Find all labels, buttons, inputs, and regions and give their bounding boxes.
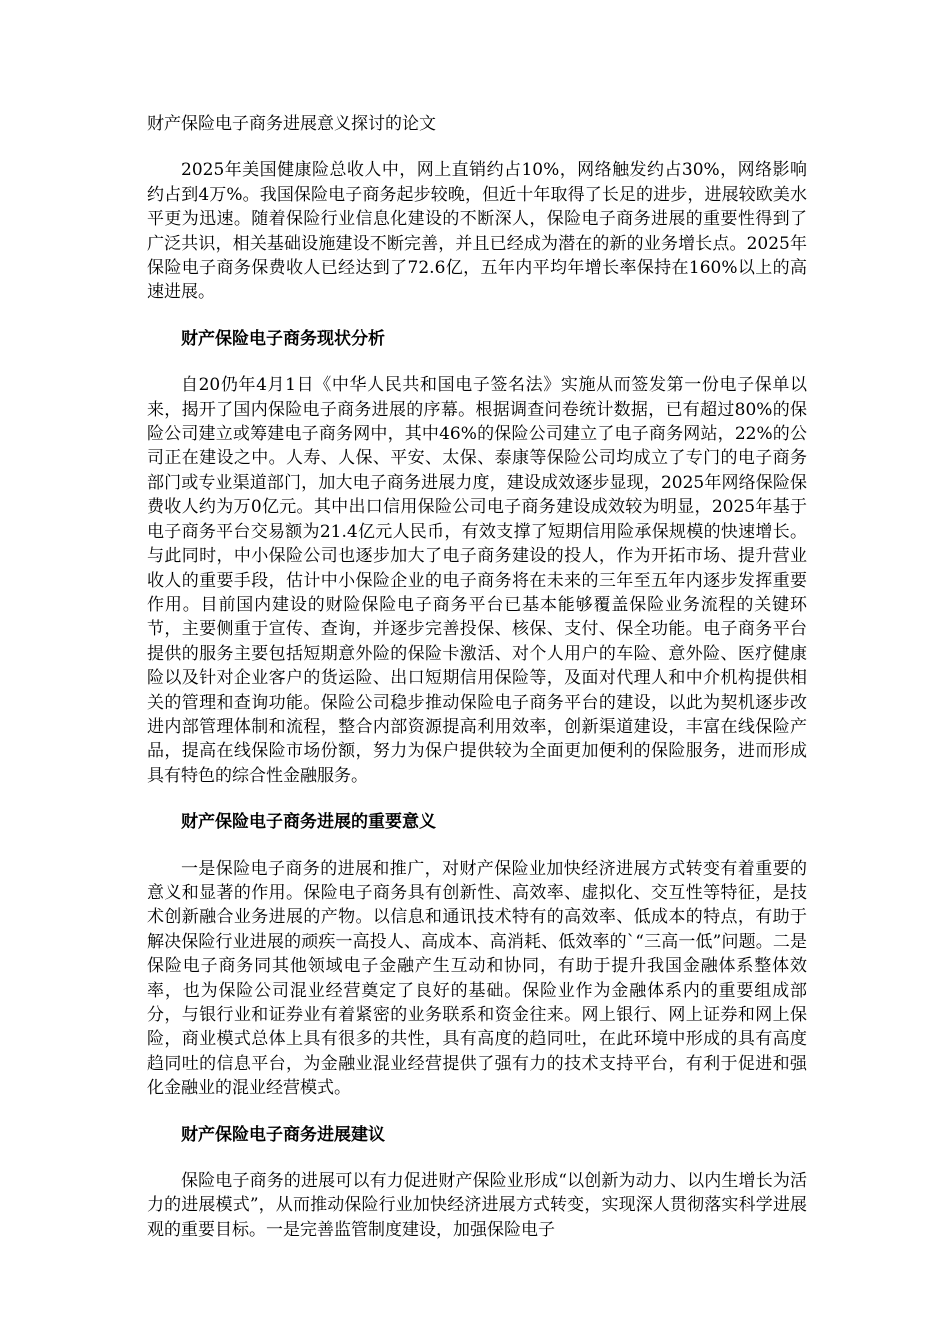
document-page (147, 112, 807, 1242)
section-heading-status: 财产保险电子商务现状分析 (181, 328, 385, 349)
document-title: 财产保险电子商务进展意义探讨的论文 (147, 114, 436, 134)
section-heading-suggestions: 财产保险电子商务进展建议 (181, 1124, 385, 1145)
section-paragraph-suggestions: 保险电子商务的进展可以有力促进财产保险业形成“以创新为动力、以内生增长为活力的进展模式”，从而推动保险行业加快经济进展方式转变，实现深人贯彻落实科学进展观的重要目标。一是完善监管制度建设，加强保险电子 (147, 1171, 807, 1240)
section-paragraph-significance: 一是保险电子商务的进展和推广，对财产保险业加快经济进展方式转变有着重要的意义和显著的作用。保险电子商务具有创新性、高效率、虚拟化、交互性等特征，是技术创新融合业务进展的产物。以信息和通讯技术特有的高效率、低成本的特点，有助于解决保险行业进展的顽疾一高投人、高成本、高消耗、低效率的`“三高一低”问题。二是保险电子商务同其他领域电子金融产生互动和协同，有助于提升我国金融体系整体效率，也为保险公司混业经营奠定了良好的基础。保险业作为金融体系内的重要组成部分，与银行业和证券业有着紧密的业务联系和资金往来。网上银行、网上证券和网上保险，商业模式总体上具有很多的共性，具有高度的趋同吐，在此环境中形成的具有高度趋同吐的信息平台，为金融业混业经营提供了强有力的技术支持平台，有利于促进和强化金融业的混业经营模式。 (147, 858, 807, 1099)
section-heading-significance: 财产保险电子商务进展的重要意义 (181, 812, 436, 833)
section-paragraph-status: 自20仍年4月1日《中华人民共和国电子签名法》实施从而签发第一份电子保单以来，揭开了国内保险电子商务进展的序幕。根据调查问卷统计数据，已有超过80%的保险公司建立或筹建电子商务网中，其中46%的保险公司建立了电子商务网站，22%的公司正在建设之中。人寿、人保、平安、太保、泰康等保险公司均成立了专门的电子商务部门或专业渠道部门，加大电子商务进展力度，建设成效逐步显现，2025年网络保险保费收人约为万0亿元。其中出口信用保险公司电子商务建设成效较为明显，2025年基于电子商务平台交易额为21.4亿元人民币，有效支撑了短期信用险承保规模的快速增长。与此同时，中小保险公司也逐步加大了电子商务建设的投人，作为开拓市场、提升营业收人的重要手段，估计中小保险企业的电子商务将在未来的三年至五年内逐步发挥重要作用。目前国内建设的财险保险电子商务平台已基本能够覆盖保险业务流程的关键环节，主要侧重于宣传、查询，并逐步完善投保、核保、支付、保全功能。电子商务平台提供的服务主要包括短期意外险的保险卡激活、对个人用户的车险、意外险、医疗健康险以及针对企业客户的货运险、出口短期信用保险等，及面对代理人和中介机构提供相关的管理和查询功能。保险公司稳步推动保险电子商务平台的建设，以此为契机逐步改进内部管理体制和流程，整合内部资源提高利用效率，创新渠道建设，丰富在线保险产品，提高在线保险市场份额，努力为保户提供较为全面更加便利的保险服务，进而形成具有特色的综合性金融服务。 (147, 375, 807, 786)
intro-paragraph: 2025年美国健康险总收人中，网上直销约占10%，网络触发约占30%，网络影响约占到4万%。我国保险电子商务起步较晚，但近十年取得了长足的进步，进展较欧美水平更为迅速。随着保险行业信息化建设的不断深人，保险电子商务进展的重要性得到了广泛共识，相关基础设施建设不断完善，并且已经成为潜在的新的业务增长点。2025年保险电子商务保费收人已经达到了72.6亿，五年内平均年增长率保持在160%以上的高速进展。 (147, 160, 807, 303)
